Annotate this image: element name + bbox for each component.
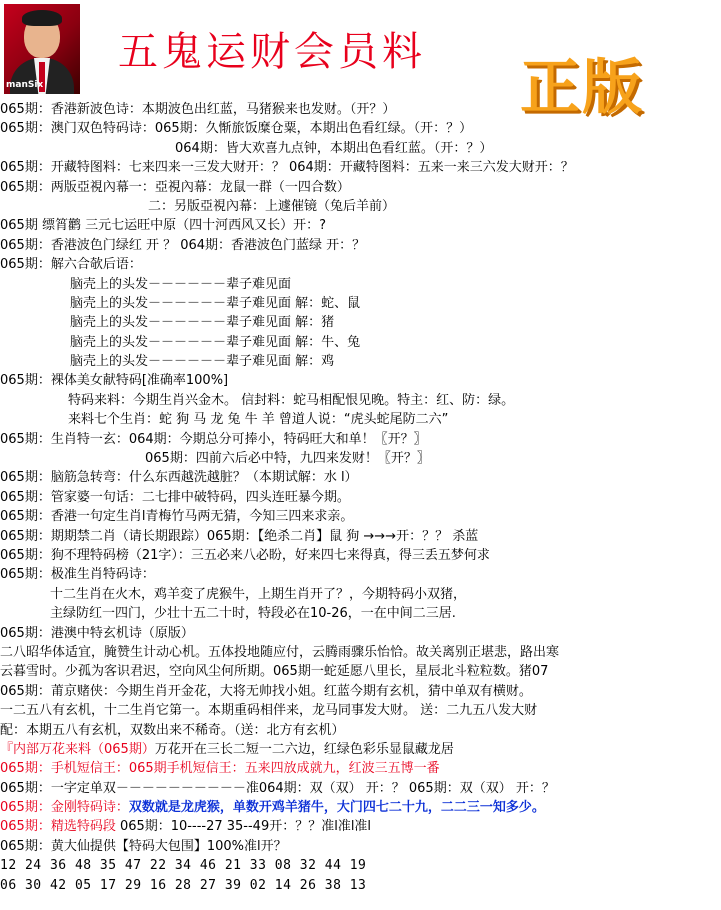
- text-segment: 双数就是龙虎猴，单数开鸡羊猪牛，大门四七二十九，二二三一知多少。: [128, 800, 545, 816]
- text-segment: 065期：开藏特图料：七来四来一三发大财开：？ 064期：开藏特图料：五来一来三六发大财开：？: [0, 160, 574, 176]
- text-segment: 065期：管家婆一句话：二七排中破特码，四头连旺暴今期。: [0, 489, 350, 505]
- text-segment: 二八昭华体适宜，腌赞生计动心机。五体投地随应付，云腾雨骤乐怡恰。故关离别正堪悲，路出寒: [0, 644, 560, 660]
- text-line: [0, 701, 721, 720]
- text-line: [0, 216, 721, 235]
- text-line: [0, 430, 721, 449]
- text-line: [0, 468, 721, 487]
- text-line: [0, 604, 721, 623]
- text-segment: 065期：手机短信王：065期手机短信王：五来四放成就九，红波三五博一番: [0, 761, 440, 777]
- text-line: [0, 682, 721, 701]
- text-line: [0, 585, 721, 604]
- text-line: [0, 100, 721, 119]
- text-line: [0, 410, 721, 429]
- text-line: [0, 294, 721, 313]
- text-segment: 065期：金刚特码诗：: [0, 800, 129, 816]
- text-line: [0, 721, 721, 740]
- portrait-hair: [22, 10, 62, 26]
- text-line: [0, 507, 721, 526]
- text-segment: 065期：香港波色门绿红 开 ？ 064期：香港波色门蓝绿 开：？: [0, 237, 366, 253]
- text-segment: 『内部万花来料（065期）: [0, 741, 155, 757]
- text-line: [0, 624, 721, 643]
- text-segment: 065期：脑筋急转弯：什么东西越洗越脏？（本期试解：水 l）: [0, 470, 358, 486]
- text-segment: 十二生肖在火木，鸡羊変了虎猴牛，上期生肖开了？，今期特码小双猪，: [50, 586, 467, 602]
- text-segment: 一二五八有玄机，十二生肖它第一。本期重码相伴来，龙马同事发大财。 送：二九五八发大财: [0, 703, 538, 719]
- text-segment: 065期：裸体美女献特码[准确率100%]: [0, 373, 229, 389]
- text-line: [0, 313, 721, 332]
- text-segment: 云暮雪时。少孤为客识君迟，空向风尘何所期。065期一蛇延愿八里长，星辰北斗粒粒数。猪07: [0, 664, 549, 680]
- text-line: [0, 352, 721, 371]
- page-title: 五鬼运财会员料: [118, 29, 426, 75]
- text-line: [0, 333, 721, 352]
- text-segment: 065期：解六合欹后语：: [0, 257, 142, 273]
- content-lines: [0, 100, 721, 895]
- text-line: [0, 798, 721, 817]
- text-segment: 065期：10----27 35--49开：？？准l准l准l: [119, 819, 372, 835]
- text-line: [0, 236, 721, 255]
- portrait-photo: [4, 4, 80, 94]
- text-line: [0, 817, 721, 836]
- text-segment: 064期：皆大欢喜九点钟，本期出色看红蓝。（开：？）: [175, 140, 493, 156]
- text-line: [0, 565, 721, 584]
- text-segment: 脑壳上的头发－－－－－－辈子难见面 解：鸡: [70, 354, 335, 370]
- text-segment: 065期 缥筲鹳 三元七运旺中原（四十河西风又长）开：?: [0, 218, 326, 234]
- text-segment: 脑壳上的头发－－－－－－辈子难见面 解：牛、兔: [70, 334, 361, 350]
- text-segment: 065期：狗不理特码榜（21字）：三五必来八必盼，好来四七来得真，得三丢五梦何求: [0, 547, 490, 563]
- text-segment: 065期：黄大仙提供【特码大包围】100%准l开？: [0, 838, 287, 854]
- text-segment: 配：本期五八有玄机，双数出来不稀奇。（送：北方有玄机）: [0, 722, 345, 738]
- text-line: [0, 255, 721, 274]
- text-segment: 脑壳上的头发－－－－－－辈子难见面 解：蛇、鼠: [70, 295, 361, 311]
- text-line: [0, 139, 721, 158]
- text-segment: 脑壳上的头发－－－－－－辈子难见面 解：猪: [70, 315, 335, 331]
- text-segment: 065期：期期禁二肖（请长期跟踪）065期：【绝杀二肖】鼠 狗 →→→开：？？ 杀蓝: [0, 528, 479, 544]
- text-line: [0, 178, 721, 197]
- text-segment: 主绿防红一四门，少壮十五二十时，特段必在10-26，一在中间二三居.: [50, 606, 456, 622]
- text-segment: 065期：四前六后必中特，九四来发财！〖开？〗: [145, 451, 430, 467]
- text-segment: 06 30 42 05 17 29 16 28 27 39 02 14 26 38 13: [0, 877, 367, 893]
- text-line: [0, 779, 721, 798]
- text-line: [0, 837, 721, 856]
- text-line: [0, 488, 721, 507]
- text-line: [0, 391, 721, 410]
- authentic-stamp: 正版: [520, 53, 644, 123]
- text-segment: 万花开在三长二短一二六边，红绿色彩乐显鼠藏龙居: [154, 741, 454, 757]
- text-line: [0, 643, 721, 662]
- text-line: [0, 197, 721, 216]
- text-segment: 特码来料：今期生肖兴金木。 信封料：蛇马相配恨见晚。特主：红、防：绿。: [68, 392, 515, 408]
- text-segment: 12 24 36 48 35 47 22 34 46 21 33 08 32 44 19: [0, 858, 367, 874]
- text-line: [0, 546, 721, 565]
- text-segment: 065期：精选特码段: [0, 819, 120, 835]
- text-line: [0, 119, 721, 138]
- text-segment: 065期：两版亞視內幕一：亞視內幕：龙鼠一群（一四合数）: [0, 179, 350, 195]
- text-line: [0, 759, 721, 778]
- text-segment: 065期：莆京赌侠：今期生肖开金花，大将无帅找小姐。红蓝今期有玄机，猜中单双有横财。: [0, 683, 532, 699]
- text-line: [0, 876, 721, 895]
- photo-watermark: manSix: [6, 80, 44, 90]
- text-line: [0, 662, 721, 681]
- text-line: [0, 856, 721, 875]
- text-segment: 065期：极准生肖特码诗：: [0, 567, 155, 583]
- text-line: [0, 158, 721, 177]
- text-segment: 065期：港澳中特玄机诗（原版）: [0, 625, 194, 641]
- text-segment: 脑壳上的头发－－－－－－辈子难见面: [70, 276, 292, 292]
- text-line: [0, 275, 721, 294]
- text-segment: 065期：一字定单双－－－－－－－－－－准064期：双（双） 开：？ 065期：双（双） 开：？: [0, 780, 555, 796]
- text-segment: 065期：香港新波色诗：本期波色出红蓝，马猪猴来也发财。（开？）: [0, 102, 396, 117]
- text-segment: 二：另版亞視內幕：上遽催镜（兔后羊前）: [148, 198, 396, 214]
- text-segment: 065期：生肖特一玄：064期：今期总分可捧小，特码旺大和单！〖开？〗: [0, 431, 427, 447]
- text-segment: 065期：香港一句定生肖l青梅竹马两无猜，今知三四来求亲。: [0, 509, 354, 525]
- text-segment: 来料七个生肖：蛇 狗 马 龙 兔 牛 羊 曾道人说：“虎头蛇尾防二六”: [68, 412, 449, 428]
- text-segment: 065期：澳门双色特码诗：065期：久惭旅饭糜仓粟，本期出色看红绿。（开：？）: [0, 121, 473, 137]
- text-line: [0, 449, 721, 468]
- text-line: [0, 371, 721, 390]
- text-line: [0, 740, 721, 759]
- text-line: [0, 527, 721, 546]
